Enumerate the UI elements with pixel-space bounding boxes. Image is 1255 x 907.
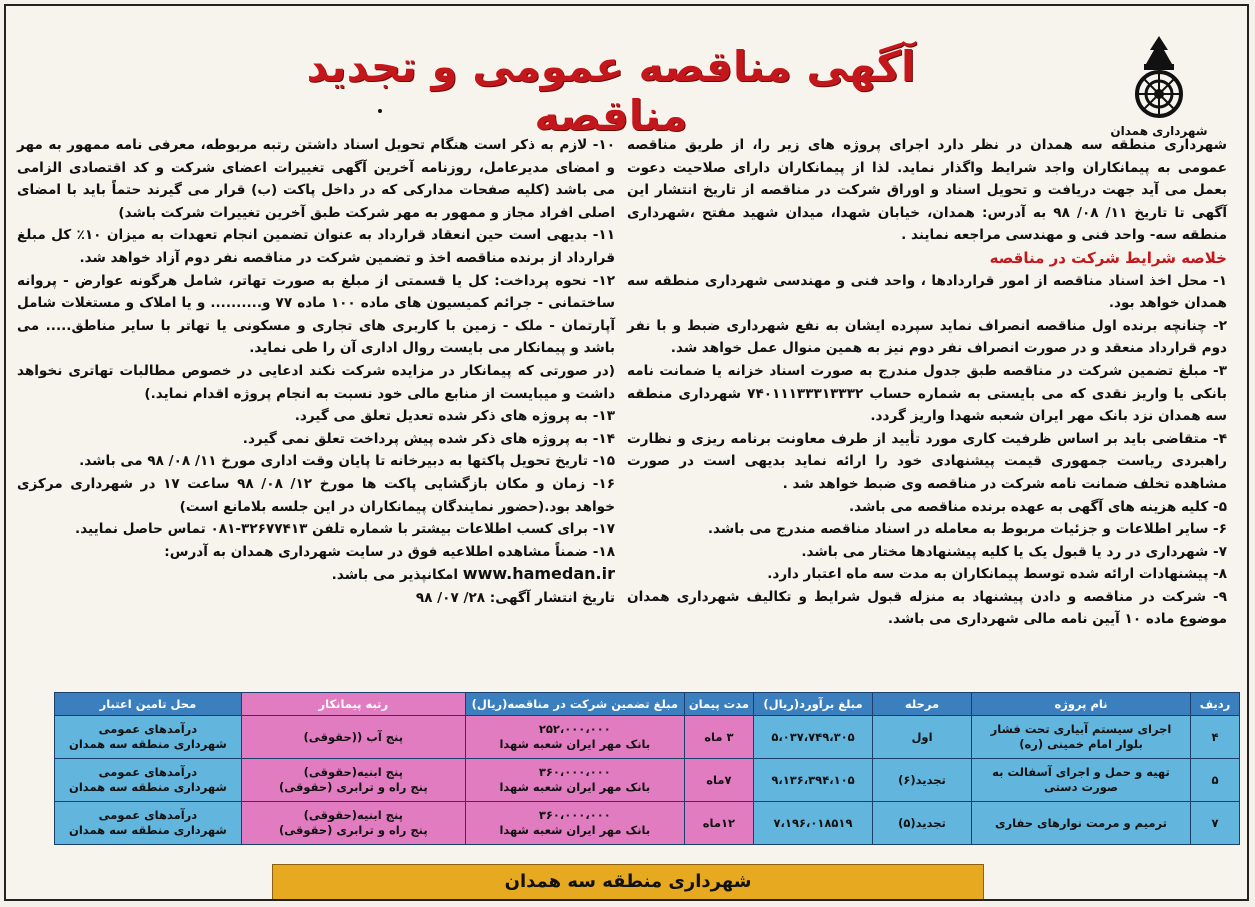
- funding-source: [55, 716, 242, 759]
- conditions-heading: خلاصه شرایط شرکت در مناقصه: [989, 248, 1227, 267]
- project-name: تهیه و حمل و اجرای آسفالت به صورت دستی: [972, 759, 1191, 802]
- left-column: [17, 134, 615, 609]
- condition-item: ۵- کلیه هزینه های آگهی به عهده برنده مناقصه می باشد.: [849, 498, 1227, 515]
- right-column: [627, 134, 1227, 631]
- guarantee-amount: ۳۶۰،۰۰۰،۰۰۰: [538, 808, 611, 822]
- guarantee-amount: ۲۵۲،۰۰۰،۰۰۰: [538, 722, 611, 736]
- website-suffix: امکانپذیر می باشد.: [331, 567, 459, 584]
- duration: ۳ ماه: [684, 716, 753, 759]
- project-name: ترمیم و مرمت نوارهای حفاری: [972, 802, 1191, 845]
- stage: تجدید(۶): [873, 759, 972, 802]
- project-name: اجرای سیستم آبیاری تحت فشار بلوار امام خمینی (ره): [972, 716, 1191, 759]
- rank-line: پنج راه و ترابری (حقوقی): [278, 780, 428, 794]
- projects-table: [54, 692, 1240, 845]
- funding-source: [55, 802, 242, 845]
- header-estimate: مبلغ برآورد(ریال): [754, 693, 873, 716]
- guarantee: [465, 802, 684, 845]
- page-title: آگهی مناقصه عمومی و تجدید مناقصه: [306, 42, 916, 140]
- condition-item: (در صورتی که پیمانکار در مزایده شرکت نکند ادعایی در خصوص مطالبات تهاتری نخواهد داشت و میبایست از منابع مالی خود نسبت به انجام پروژه اقدام نماید.): [17, 362, 615, 402]
- header-duration: مدت پیمان: [684, 693, 753, 716]
- guarantee-bank: بانک مهر ایران شعبه شهدا: [499, 737, 651, 751]
- condition-item: ۱- محل اخذ اسناد مناقصه از امور قراردادها ، واحد فنی و مهندسی شهرداری منطقه سه همدان خواهد بود.: [627, 272, 1227, 312]
- row-number: ۷: [1191, 802, 1240, 845]
- condition-item: ۱۵- تاریخ تحویل پاکتها به دبیرخانه تا پایان وقت اداری مورخ ۱۱/ ۰۸/ ۹۸ می باشد.: [79, 453, 615, 470]
- table-row: [55, 802, 1240, 845]
- funding-source: [55, 759, 242, 802]
- contractor-rank: [241, 716, 465, 759]
- condition-item: ۱۲- نحوه پرداخت: کل یا قسمتی از مبلغ به صورت تهاتر، شامل هرگونه عوارض - پروانه ساختمانی - جرائم کمیسیون های ماده ۱۰۰ ماده ۷۷ و.......... و یا املاک و مستغلات شامل آپارتمان - ملک - زمین با کاربری های تجاری و مسکونی یا تهاتر با سایر مناطق..... می باشد و پیمانکار می بایست روال اداری آن را طی نماید.: [17, 272, 615, 357]
- condition-item: ۱۰- لازم به ذکر است هنگام تحویل اسناد داشتن رتبه مربوطه، معرفی نامه ممهور به مهر و امضای مدیرعامل، روزنامه آخرین آگهی تغییرات اعضای شرکت و کد اقتصادی الزامی می باشد (کلیه صفحات مدارکی که در داخل پاکت (ب) قرار می گیرند حتماً باید با امضای اصلی افراد مجاز و ممهور به مهر شرکت طبق آخرین تغییرات شرکت باشد): [17, 137, 615, 221]
- rank-line: پنج راه و ترابری (حقوقی): [278, 823, 428, 837]
- website-line: [17, 563, 615, 587]
- duration: ۱۲ماه: [684, 802, 753, 845]
- stage: تجدید(۵): [873, 802, 972, 845]
- rank-line: پنج آب ((حقوقی): [303, 729, 404, 744]
- condition-item: ۹- شرکت در مناقصه و دادن پیشنهاد به منزله قبول شرایط و تکالیف شهرداری همدان موضوع ماده ۱۰ آیین نامه مالی شهرداری می باشد.: [627, 588, 1227, 628]
- fund-line: شهرداری منطقه سه همدان: [69, 737, 227, 751]
- estimate: ۷،۱۹۶،۰۱۸۵۱۹: [754, 802, 873, 845]
- estimate: ۵،۰۳۷،۷۴۹،۳۰۵: [754, 716, 873, 759]
- intro-paragraph: شهرداری منطقه سه همدان در نظر دارد اجرای پروژه های زیر را، از طریق مناقصه عمومی به پیمانکاران واجد شرایط واگذار نماید. لذا از پیمانکاران دارای صلاحیت دعوت بعمل می آید جهت دریافت و تحویل اسناد و اوراق شرکت در مناقصه از تاریخ انتشار این آگهی تا تاریخ ۱۱/ ۰۸/ ۹۸ به آدرس: همدان، خیابان شهدا، میدان شهید مفتح ،شهرداری منطقه سه- واحد فنی و مهندسی مراجعه نمایند .: [627, 137, 1228, 244]
- website-link[interactable]: www.hamedan.ir: [462, 564, 615, 584]
- fund-line: شهرداری منطقه سه همدان: [69, 780, 227, 794]
- guarantee-bank: بانک مهر ایران شعبه شهدا: [499, 780, 651, 794]
- condition-item: ۱۸- ضمناً مشاهده اطلاعیه فوق در سایت شهرداری همدان به آدرس:: [164, 543, 615, 560]
- condition-item: ۱۱- بدیهی است حین انعقاد قرارداد به عنوان تضمین انجام تعهدات به میزان ۱۰٪ کل مبلغ قرارداد از برنده مناقصه اخذ و تضمین شرکت در مناقصه نفر دوم آزاد خواهد شد.: [17, 227, 615, 266]
- fund-line: درآمدهای عمومی: [98, 765, 198, 779]
- condition-item: ۱۳- به پروژه های ذکر شده تعدیل تعلق می گیرد.: [294, 408, 615, 425]
- publish-date: تاریخ انتشار آگهی: ۲۸/ ۰۷/ ۹۸: [415, 589, 615, 606]
- estimate: ۹،۱۳۶،۳۹۴،۱۰۵: [754, 759, 873, 802]
- contractor-rank: [241, 802, 465, 845]
- footer-banner: شهرداری منطقه سه همدان: [272, 864, 984, 900]
- fund-line: شهرداری منطقه سه همدان: [69, 823, 227, 837]
- table-row: [55, 759, 1240, 802]
- condition-item: ۴- متقاضی باید بر اساس ظرفیت کاری مورد تأیید از طرف معاونت برنامه ریزی و نظارت راهبردی ریاست جمهوری قیمت پیشنهادی خود را ارائه نماید بدیهی است در صورت مشاهده تخلف ضمانت نامه شرکت در مناقصه وی ضبط خواهد شد .: [627, 430, 1227, 492]
- rank-line: پنج ابنیه(حقوقی): [303, 765, 403, 779]
- rank-line: پنج ابنیه(حقوقی): [303, 808, 403, 822]
- condition-item: ۲- چنانچه برنده اول مناقصه انصراف نماید سپرده ایشان به نفع شهرداری ضبط و با نفر دوم قرارداد منعقد و در صورت انصراف نفر دوم نیز به همین منوال عمل خواهد شد.: [627, 317, 1227, 357]
- municipality-logo: [1109, 34, 1209, 144]
- fund-line: درآمدهای عمومی: [98, 808, 198, 822]
- guarantee-amount: ۳۶۰،۰۰۰،۰۰۰: [538, 765, 611, 779]
- condition-item: ۸- پیشنهادات ارائه شده توسط پیمانکاران به مدت سه ماه اعتبار دارد.: [767, 566, 1227, 583]
- header-stage: مرحله: [873, 693, 972, 716]
- header-funding: محل تامین اعتبار: [55, 693, 242, 716]
- header-guarantee: مبلغ تضمین شرکت در مناقصه(ریال): [465, 693, 684, 716]
- guarantee-bank: بانک مهر ایران شعبه شهدا: [499, 823, 651, 837]
- guarantee: [465, 716, 684, 759]
- row-number: ۴: [1191, 716, 1240, 759]
- condition-item: ۱۴- به پروژه های ذکر شده پیش پرداخت تعلق نمی گیرد.: [242, 430, 615, 447]
- advertisement-page: [4, 4, 1249, 901]
- title-dot: [378, 109, 382, 113]
- fund-line: درآمدهای عمومی: [98, 722, 198, 736]
- logo-caption: شهرداری همدان: [1110, 124, 1208, 138]
- header-row-number: ردیف: [1191, 693, 1240, 716]
- contractor-rank: [241, 759, 465, 802]
- row-number: ۵: [1191, 759, 1240, 802]
- duration: ۷ماه: [684, 759, 753, 802]
- header-contractor-rank: رتبه پیمانکار: [241, 693, 465, 716]
- hamedan-emblem-icon: [1124, 34, 1194, 122]
- condition-item: ۱۷- برای کسب اطلاعات بیشتر با شماره تلفن ۳۲۶۷۷۴۱۳-۰۸۱ تماس حاصل نمایید.: [75, 521, 615, 538]
- header-project-name: نام پروژه: [972, 693, 1191, 716]
- table-row: [55, 716, 1240, 759]
- guarantee: [465, 759, 684, 802]
- condition-item: ۱۶- زمان و مکان بازگشایی پاکت ها مورخ ۱۲/ ۰۸/ ۹۸ ساعت ۱۷ در شهرداری مرکزی خواهد بود.(حضور نمایندگان پیمانکاران در این جلسه بلامانع است): [17, 475, 616, 515]
- stage: اول: [873, 716, 972, 759]
- table-header-row: [55, 693, 1240, 716]
- condition-item: ۷- شهرداری در رد یا قبول یک یا کلیه پیشنهادها مختار می باشد.: [801, 543, 1227, 560]
- condition-item: ۳- مبلغ تضمین شرکت در مناقصه طبق جدول مندرج به صورت اسناد خزانه یا ضمانت نامه بانکی یا واریز نقدی که می بایستی به شماره حساب ۷۴۰۱۱۱۳۳۳۱۳۳۳۲ شهرداری منطقه سه همدان نزد بانک مهر ایران شعبه شهدا واریز گردد.: [627, 362, 1227, 425]
- condition-item: ۶- سایر اطلاعات و جزئیات مربوط به معامله در اسناد مناقصه مندرج می باشد.: [707, 521, 1227, 538]
